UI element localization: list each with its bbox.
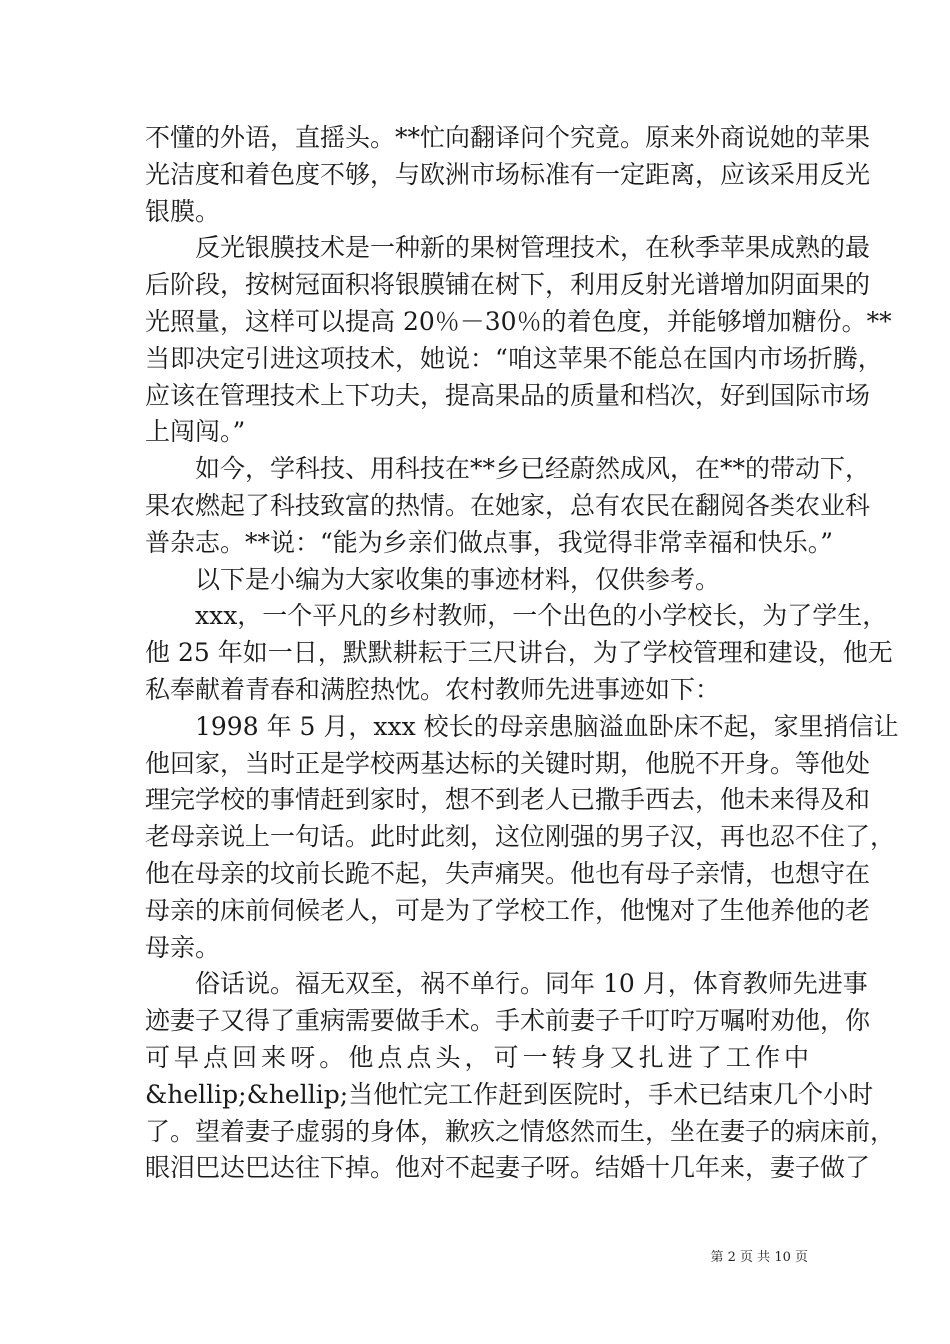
text-line: 他回家，当时正是学校两基达标的关键时期，他脱不开身。等他处 — [145, 748, 871, 778]
text-line: 老母亲说上一句话。此时此刻，这位刚强的男子汉，再也忍不住了， — [145, 822, 896, 852]
text-line: 如今，学科技、用科技在**乡已经蔚然成风，在**的带动下， — [195, 454, 871, 484]
text-line: 不懂的外语，直摇头。**忙向翻译问个究竟。原来外商说她的苹果 — [145, 123, 871, 152]
text-line: 以下是小编为大家收集的事迹材料，仅供参考。 — [195, 564, 721, 594]
text-line: 母亲。 — [145, 932, 221, 962]
text-line: 光洁度和着色度不够，与欧洲市场标准有一定距离，应该采用反光 — [145, 159, 871, 189]
text-line: 眼泪巴达巴达往下掉。他对不起妻子呀。结婚十几年来，妻子做了 — [145, 1153, 871, 1183]
text-line: xxx，一个平凡的乡村教师，一个出色的小学校长，为了学生， — [195, 601, 888, 631]
text-line: &hellip;&hellip;当他忙完工作赶到医院时，手术已结束几个小时 — [145, 1079, 874, 1109]
text-line: 应该在管理技术上下功夫，提高果品的质量和档次，好到国际市场 — [145, 380, 871, 410]
text-line: 果农燃起了科技致富的热情。在她家，总有农民在翻阅各类农业科 — [145, 490, 871, 520]
text-line: 迹妻子又得了重病需要做手术。手术前妻子千叮咛万嘱咐劝他，你 — [145, 1006, 871, 1036]
body-text — [145, 120, 899, 1187]
text-line: 理完学校的事情赶到家时，想不到老人已撒手西去，他未来得及和 — [145, 785, 871, 815]
text-line: 了。望着妻子虚弱的身体，歉疚之情悠然而生，坐在妻子的病床前， — [145, 1116, 896, 1146]
text-line: 俗话说。福无双至，祸不单行。同年 10 月，体育教师先进事 — [195, 969, 868, 999]
text-line: 他 25 年如一日，默默耕耘于三尺讲台，为了学校管理和建设，他无 — [145, 638, 893, 668]
text-line: 普杂志。**说：“能为乡亲们做点事，我觉得非常幸福和快乐。” — [145, 527, 834, 557]
text-line: 可早点回来呀。他点点头，可一转身又扎进了工作中 — [145, 1042, 809, 1072]
text-line: 银膜。 — [145, 196, 221, 226]
text-line: 上闯闯。” — [145, 417, 246, 447]
text-line: 后阶段，按树冠面积将银膜铺在树下，利用反射光谱增加阴面果的 — [145, 270, 871, 300]
text-line: 光照量，这样可以提高 20％－30％的着色度，并能够增加糖份。** — [145, 306, 892, 336]
text-line: 反光银膜技术是一种新的果树管理技术，在秋季苹果成熟的最 — [195, 233, 871, 263]
text-line: 当即决定引进这项技术，她说：“咱这苹果不能总在国内市场折腾， — [145, 343, 883, 373]
text-line: 私奉献着青春和满腔热忱。农村教师先进事迹如下： — [145, 674, 721, 704]
text-line: 1998 年 5 月，xxx 校长的母亲患脑溢血卧床不起，家里捎信让 — [195, 711, 899, 741]
page-number-footer: 第 2 页 共 10 页 — [710, 1250, 808, 1265]
text-line: 他在母亲的坟前长跪不起，失声痛哭。他也有母子亲情，也想守在 — [145, 858, 871, 888]
text-line: 母亲的床前伺候老人，可是为了学校工作，他愧对了生他养他的老 — [145, 895, 871, 925]
